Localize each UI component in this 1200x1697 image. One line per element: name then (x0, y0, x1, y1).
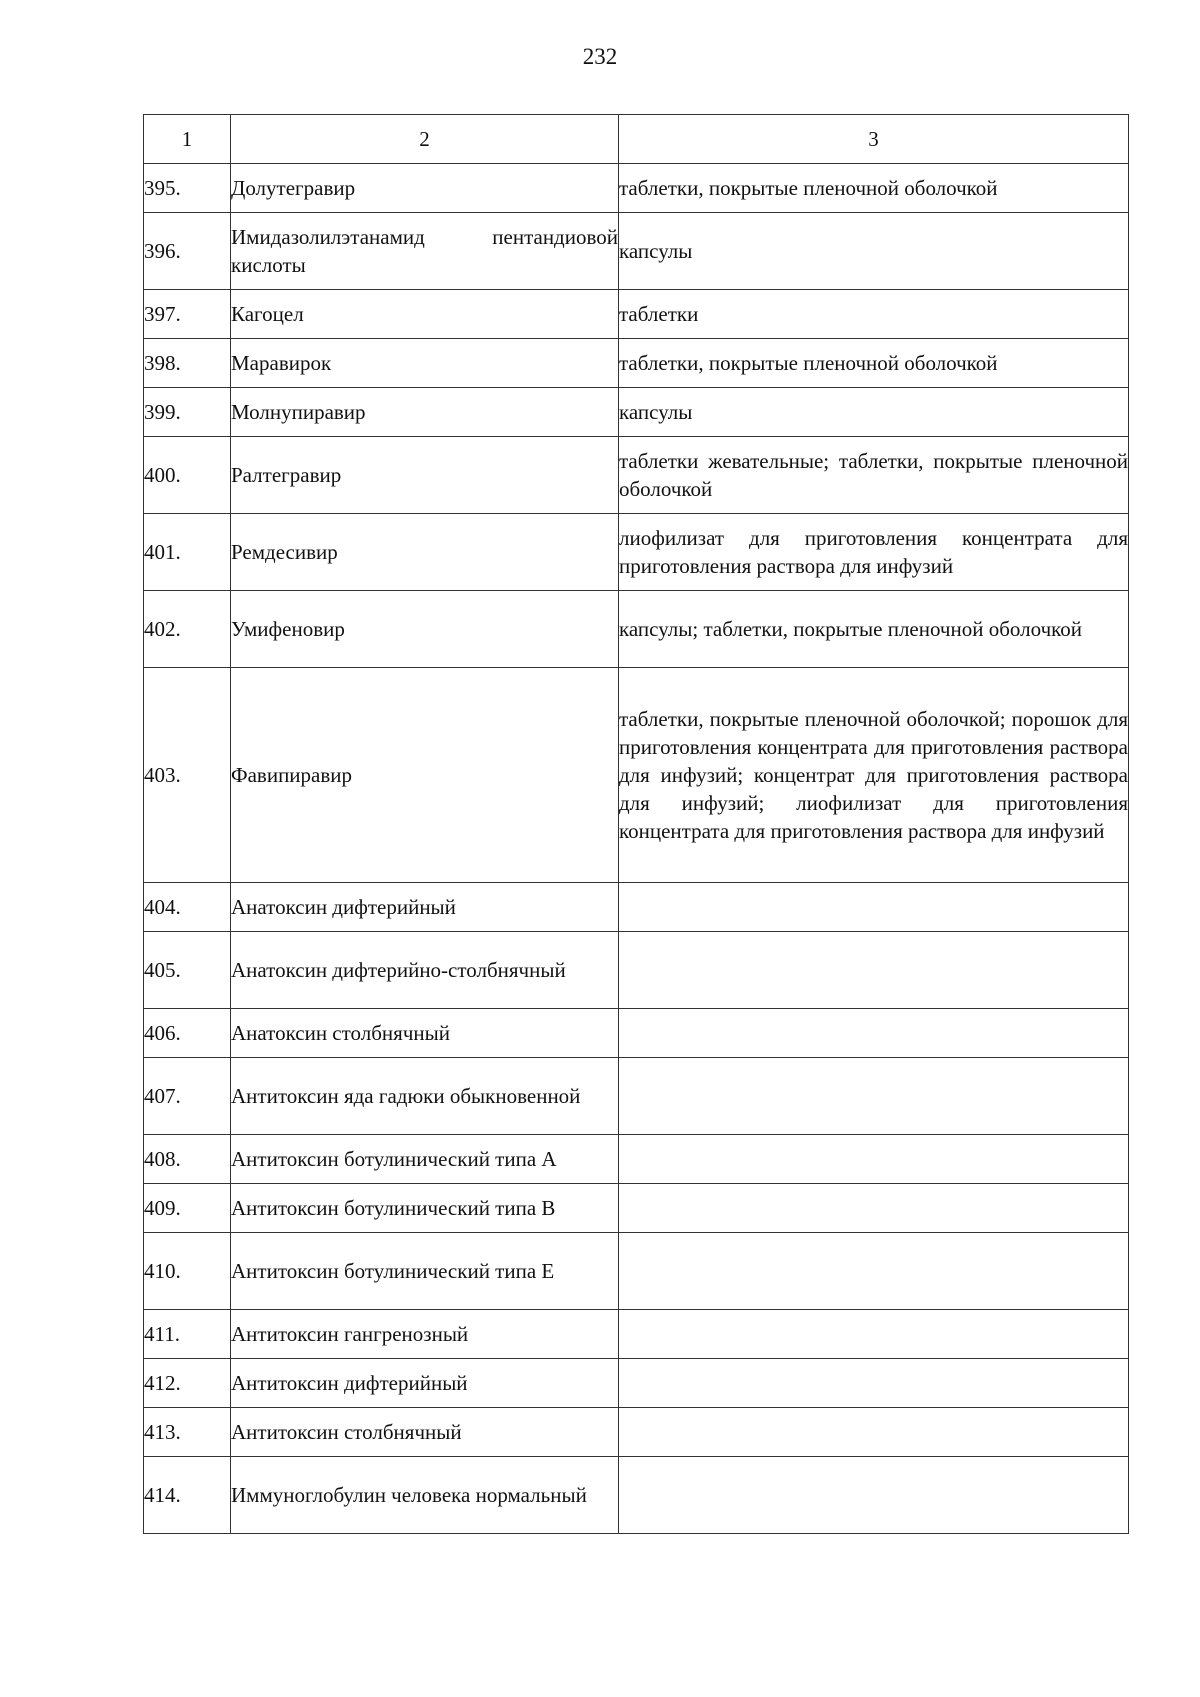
dosage-form (619, 1135, 1129, 1184)
drug-name: Антитоксин ботулинический типа B (231, 1184, 619, 1233)
dosage-form: таблетки, покрытые пленочной оболочкой; порошок для приготовления концентрата для приготовления раствора для инфузий; концентрат для приготовления раствора для инфузий; лиофилизат для приготовления концентрата для приготовления раствора для инфузий (619, 668, 1129, 883)
row-number: 397. (144, 290, 231, 339)
row-number: 413. (144, 1408, 231, 1457)
dosage-form (619, 1310, 1129, 1359)
table-row (144, 1009, 1129, 1058)
table-row (144, 1135, 1129, 1184)
row-number: 409. (144, 1184, 231, 1233)
table-row (144, 1310, 1129, 1359)
table-row (144, 290, 1129, 339)
row-number: 402. (144, 591, 231, 668)
dosage-form: капсулы (619, 388, 1129, 437)
table-row (144, 932, 1129, 1009)
row-number: 407. (144, 1058, 231, 1135)
dosage-form (619, 1058, 1129, 1135)
row-number: 405. (144, 932, 231, 1009)
drug-name: Анатоксин дифтерийный (231, 883, 619, 932)
dosage-form (619, 1359, 1129, 1408)
table-header-row (144, 115, 1129, 164)
row-number: 412. (144, 1359, 231, 1408)
row-number: 408. (144, 1135, 231, 1184)
table-row (144, 1058, 1129, 1135)
table-row (144, 164, 1129, 213)
drug-name: Умифеновир (231, 591, 619, 668)
dosage-form (619, 1184, 1129, 1233)
table-row (144, 213, 1129, 290)
drug-name: Анатоксин дифтерийно-столбнячный (231, 932, 619, 1009)
drug-name: Ремдесивир (231, 514, 619, 591)
row-number: 404. (144, 883, 231, 932)
row-number: 414. (144, 1457, 231, 1534)
drug-name: Маравирок (231, 339, 619, 388)
drug-name: Антитоксин яда гадюки обыкновенной (231, 1058, 619, 1135)
row-number: 411. (144, 1310, 231, 1359)
dosage-form (619, 1408, 1129, 1457)
table-row (144, 437, 1129, 514)
row-number: 399. (144, 388, 231, 437)
drug-name: Антитоксин дифтерийный (231, 1359, 619, 1408)
table-row (144, 388, 1129, 437)
table-row (144, 1233, 1129, 1310)
table-row (144, 883, 1129, 932)
dosage-form: капсулы (619, 213, 1129, 290)
drug-name: Антитоксин ботулинический типа E (231, 1233, 619, 1310)
dosage-form (619, 1457, 1129, 1534)
row-number: 398. (144, 339, 231, 388)
dosage-form (619, 883, 1129, 932)
drug-name: Имидазолилэтанамид пентандиовой кислоты (231, 213, 619, 290)
table-row (144, 668, 1129, 883)
dosage-form (619, 1009, 1129, 1058)
dosage-form (619, 1233, 1129, 1310)
row-number: 395. (144, 164, 231, 213)
drug-name: Иммуноглобулин человека нормальный (231, 1457, 619, 1534)
drug-name: Молнупиравир (231, 388, 619, 437)
dosage-form: таблетки, покрытые пленочной оболочкой (619, 164, 1129, 213)
dosage-form: капсулы; таблетки, покрытые пленочной оболочкой (619, 591, 1129, 668)
drug-name: Антитоксин столбнячный (231, 1408, 619, 1457)
table-row (144, 1408, 1129, 1457)
column-header-2: 2 (231, 115, 619, 164)
dosage-form: таблетки (619, 290, 1129, 339)
column-header-1: 1 (144, 115, 231, 164)
table-row (144, 1359, 1129, 1408)
drug-name: Долутегравир (231, 164, 619, 213)
drug-name: Ралтегравир (231, 437, 619, 514)
table-row (144, 339, 1129, 388)
column-header-3: 3 (619, 115, 1129, 164)
row-number: 403. (144, 668, 231, 883)
drug-table (143, 114, 1129, 1534)
drug-name: Антитоксин гангренозный (231, 1310, 619, 1359)
dosage-form: таблетки, покрытые пленочной оболочкой (619, 339, 1129, 388)
page-number: 232 (582, 44, 618, 69)
row-number: 401. (144, 514, 231, 591)
drug-name: Кагоцел (231, 290, 619, 339)
table-row (144, 591, 1129, 668)
dosage-form: таблетки жевательные; таблетки, покрытые пленочной оболочкой (619, 437, 1129, 514)
table-row (144, 514, 1129, 591)
row-number: 400. (144, 437, 231, 514)
row-number: 406. (144, 1009, 231, 1058)
table-row (144, 1457, 1129, 1534)
table-row (144, 1184, 1129, 1233)
dosage-form: лиофилизат для приготовления концентрата для приготовления раствора для инфузий (619, 514, 1129, 591)
drug-name: Анатоксин столбнячный (231, 1009, 619, 1058)
drug-name: Антитоксин ботулинический типа A (231, 1135, 619, 1184)
drug-name: Фавипиравир (231, 668, 619, 883)
dosage-form (619, 932, 1129, 1009)
row-number: 396. (144, 213, 231, 290)
row-number: 410. (144, 1233, 231, 1310)
